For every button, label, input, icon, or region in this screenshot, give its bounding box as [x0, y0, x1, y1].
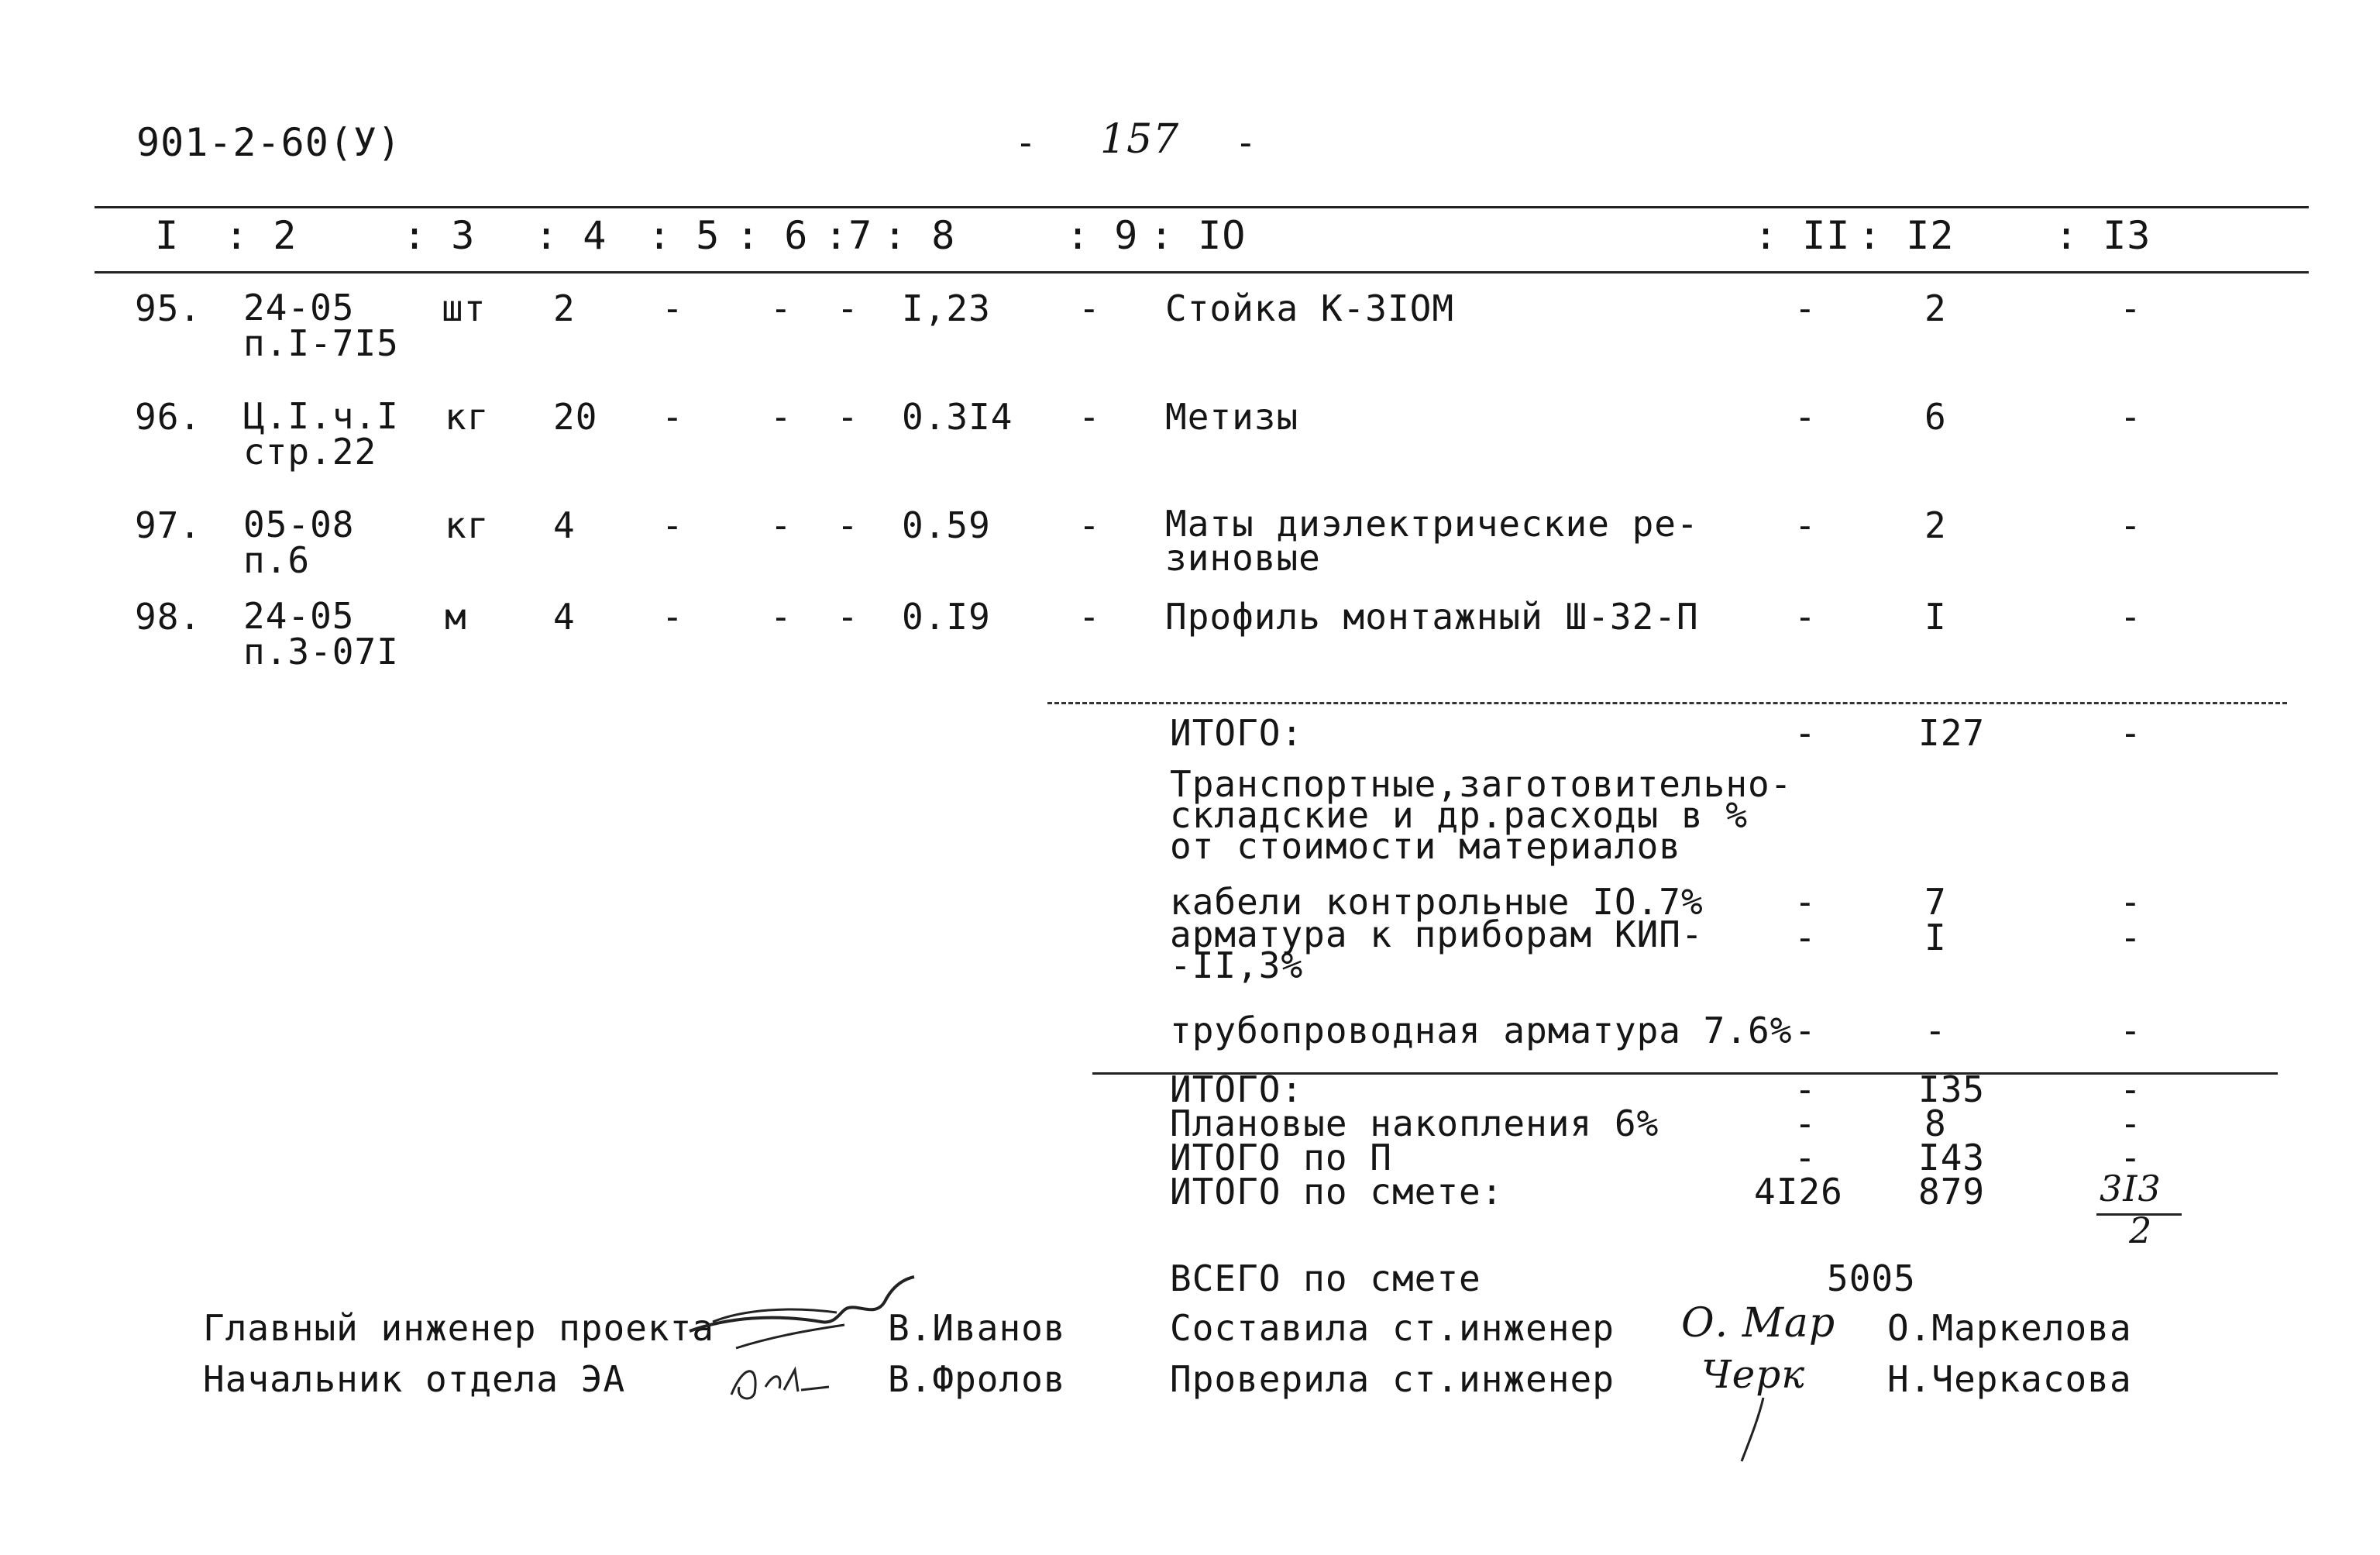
grand-total-label: ВСЕГО по смете: [1170, 1257, 1481, 1299]
checked-by-name: Н.Черкасова: [1887, 1358, 2132, 1400]
total-col12: I35: [1918, 1068, 1986, 1110]
total-label: ИТОГО:: [1170, 1068, 1304, 1110]
column-header-1: I: [155, 213, 180, 258]
row-col11: -: [1794, 596, 1817, 638]
total-label: Плановые накопления 6%: [1170, 1103, 1659, 1144]
page-number: 157: [1100, 116, 1180, 163]
row-col11: -: [1794, 504, 1817, 546]
column-header-12: : I2: [1858, 213, 1955, 258]
subtotal-rule: [1047, 702, 2287, 704]
row-col13: -: [2120, 287, 2142, 329]
overhead-col13: -: [2120, 881, 2142, 923]
row-name: Профиль монтажный Ш-32-П: [1165, 596, 1699, 638]
row-price: I,23: [902, 287, 991, 329]
column-header-4: : 4: [535, 213, 607, 258]
page-number-dash-left: -: [1015, 122, 1037, 163]
row-col7: -: [837, 287, 859, 329]
row-quantity: 4: [553, 504, 576, 546]
row-code: 24-05 п.3-07I: [243, 595, 399, 673]
page-number-dash-right: -: [1235, 122, 1257, 163]
row-col12: I: [1924, 596, 1947, 638]
overhead-label: кабели контрольные IO.7%: [1170, 881, 1704, 923]
department-head-role: Начальник отдела ЭА: [203, 1358, 626, 1400]
column-header-5: : 5: [648, 213, 721, 258]
row-col12: 2: [1924, 287, 1947, 329]
subtotal-col13: -: [2120, 712, 2142, 754]
row-number: 96.: [135, 396, 202, 438]
column-header-2: : 2: [225, 213, 298, 258]
overhead-col11: -: [1794, 917, 1817, 958]
column-header-13: : I3: [2055, 213, 2151, 258]
grand-total-value: 5005: [1827, 1257, 1916, 1299]
column-header-11: : II: [1754, 213, 1851, 258]
checked-by-signature: Черк: [1701, 1352, 1806, 1397]
row-col13: -: [2120, 596, 2142, 638]
column-header-6: : 6: [736, 213, 809, 258]
row-col7: -: [837, 396, 859, 438]
total-col11: -: [1794, 1137, 1817, 1178]
row-col12: 6: [1924, 396, 1947, 438]
total-col13: -: [2120, 1103, 2142, 1144]
row-col9: -: [1078, 596, 1101, 638]
overheads-heading: Транспортные,заготовительно- складские и др.расходы в % от стоимости материалов: [1170, 763, 1793, 867]
row-unit: шт: [442, 287, 487, 329]
total-col13: -: [2120, 1137, 2142, 1178]
row-name: Маты диэлектрические ре- зиновые: [1165, 503, 1699, 579]
row-col9: -: [1078, 504, 1101, 546]
compiled-by-name: О.Маркелова: [1887, 1307, 2132, 1349]
row-price: 0.59: [902, 504, 991, 546]
overhead-col11: -: [1794, 881, 1817, 923]
row-col6: -: [770, 396, 793, 438]
row-col5: -: [662, 596, 684, 638]
row-col5: -: [662, 396, 684, 438]
header-bottom-rule: [95, 271, 2309, 274]
row-name: Метизы: [1165, 396, 1299, 438]
overhead-col12: I: [1924, 917, 1947, 958]
row-col9: -: [1078, 287, 1101, 329]
total-col13-sub: 2: [2129, 1209, 2153, 1251]
row-unit: м: [445, 596, 467, 638]
total-col11: 4I26: [1754, 1171, 1843, 1213]
row-name: Стойка К-3IОМ: [1165, 287, 1455, 329]
row-code: 24-05 п.I-7I5: [243, 287, 399, 364]
row-col9: -: [1078, 396, 1101, 438]
total-col13: 3I3: [2100, 1168, 2162, 1209]
row-unit: кг: [445, 396, 490, 438]
row-col6: -: [770, 287, 793, 329]
subtotal-col11: -: [1794, 712, 1817, 754]
total-col11: -: [1794, 1103, 1817, 1144]
row-quantity: 2: [553, 287, 576, 329]
compiled-by-signature: О. Мар: [1681, 1300, 1836, 1347]
row-col13: -: [2120, 504, 2142, 546]
row-code: Ц.I.ч.I стр.22: [243, 395, 399, 473]
document-code: 901-2-60(У): [136, 120, 402, 165]
subtotal-col12: I27: [1918, 712, 1986, 754]
row-number: 95.: [135, 287, 202, 329]
checked-by-role: Проверила ст.инженер: [1170, 1358, 1615, 1400]
chief-engineer-name: В.Иванов: [888, 1307, 1066, 1349]
row-col6: -: [770, 596, 793, 638]
overhead-col12: -: [1924, 1010, 1947, 1051]
column-header-3: : 3: [403, 213, 476, 258]
overhead-col11: -: [1794, 1010, 1817, 1051]
column-header-8: : 8: [883, 213, 956, 258]
overhead-label: арматура к приборам КИП- -II,3%: [1170, 913, 1704, 986]
overhead-col12: 7: [1924, 881, 1947, 923]
department-head-signature: [721, 1356, 844, 1410]
row-col11: -: [1794, 396, 1817, 438]
total-col13: -: [2120, 1068, 2142, 1110]
row-col5: -: [662, 504, 684, 546]
total-col12: 8: [1924, 1103, 1947, 1144]
row-col13: -: [2120, 396, 2142, 438]
row-col7: -: [837, 504, 859, 546]
total-label: ИТОГО по П: [1170, 1137, 1392, 1178]
total-label: ИТОГО по смете:: [1170, 1171, 1504, 1213]
row-col6: -: [770, 504, 793, 546]
total-col12: I43: [1918, 1137, 1986, 1178]
overhead-label: трубопроводная арматура 7.6%: [1170, 1010, 1793, 1051]
row-unit: кг: [445, 504, 490, 546]
row-number: 97.: [135, 504, 202, 546]
row-number: 98.: [135, 596, 202, 638]
checked-by-signature-tail: [1732, 1395, 1779, 1464]
row-quantity: 4: [553, 596, 576, 638]
row-col7: -: [837, 596, 859, 638]
row-col5: -: [662, 287, 684, 329]
header-top-rule: [95, 206, 2309, 208]
total-col12: 879: [1918, 1171, 1986, 1213]
chief-engineer-role: Главный инженер проекта: [203, 1307, 714, 1349]
row-quantity: 20: [553, 396, 598, 438]
column-header-7: :7: [824, 213, 873, 258]
column-header-9: : 9: [1066, 213, 1139, 258]
row-col12: 2: [1924, 504, 1947, 546]
column-header-10: : IO: [1150, 213, 1247, 258]
department-head-name: В.Фролов: [888, 1358, 1066, 1400]
subtotal-label: ИТОГО:: [1170, 712, 1304, 754]
row-col11: -: [1794, 287, 1817, 329]
row-price: 0.3I4: [902, 396, 1013, 438]
overhead-col13: -: [2120, 1010, 2142, 1051]
row-price: 0.I9: [902, 596, 991, 638]
overhead-col13: -: [2120, 917, 2142, 958]
total-col11: -: [1794, 1068, 1817, 1110]
compiled-by-role: Составила ст.инженер: [1170, 1307, 1615, 1349]
row-code: 05-08 п.6: [243, 504, 355, 581]
